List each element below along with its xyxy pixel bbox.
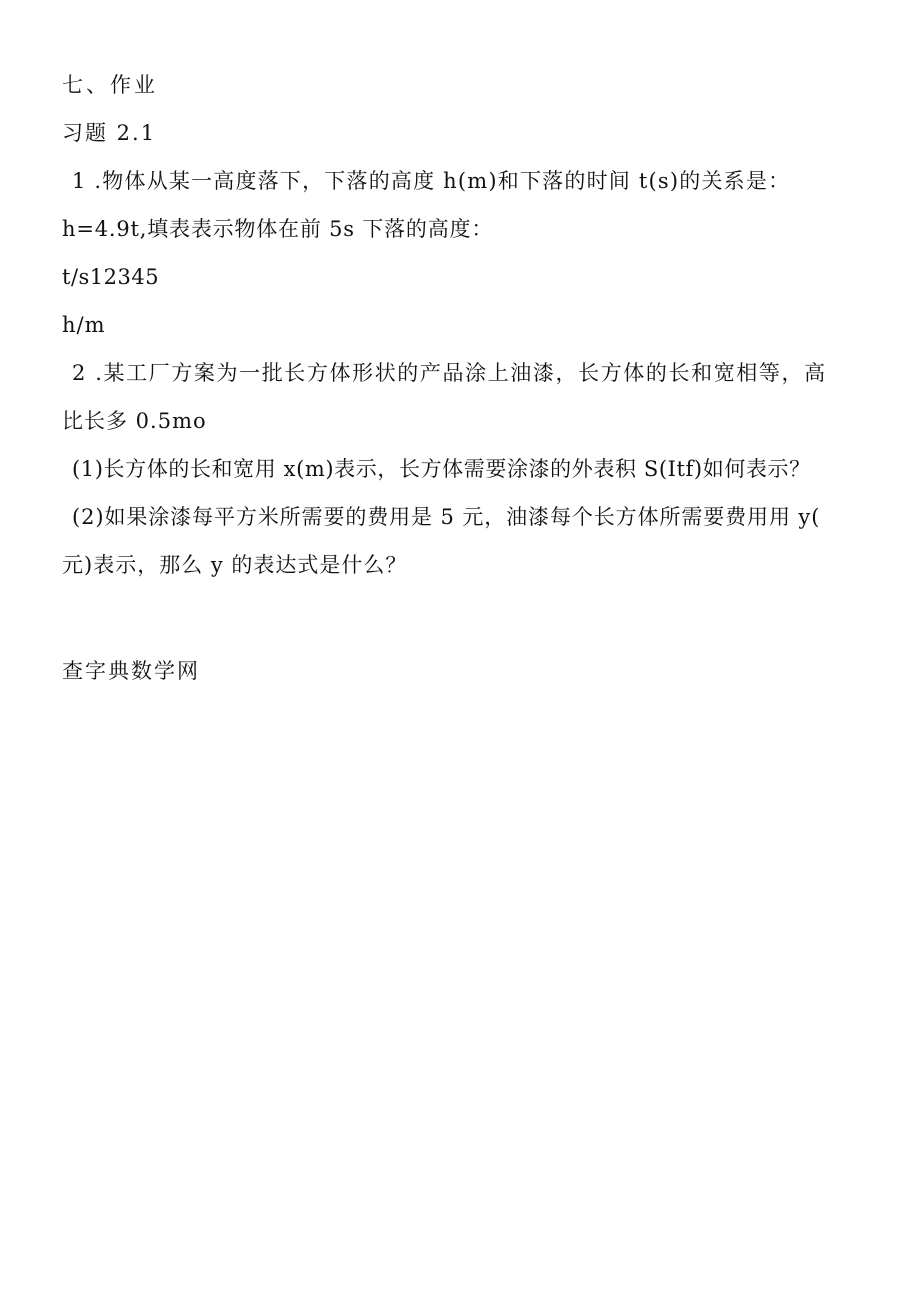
exercise-title: 习题 2.1 <box>62 121 157 145</box>
question-1-line-2: h=4.9t,填表表示物体在前 5s 下落的高度： <box>62 217 494 241</box>
footer-source: 查字典数学网 <box>62 659 200 683</box>
question-2-line-2: 比长多 0.5mo <box>62 409 207 433</box>
section-heading: 七、作业 <box>62 73 158 97</box>
table-row-height: h/m <box>62 313 106 337</box>
table-row-time: t/s12345 <box>62 265 160 289</box>
question-2-part-2-line-2: 元)表示，那么 y 的表达式是什么？ <box>62 553 408 577</box>
question-2-line-1: 2 .某工厂方案为一批长方体形状的产品涂上油漆，长方体的长和宽相等，高 <box>72 361 827 385</box>
question-1-line-1: 1 .物体从某一高度落下，下落的高度 h(m)和下落的时间 t(s)的关系是： <box>72 169 791 193</box>
question-2-part-2-line-1: (2)如果涂漆每平方米所需要的费用是 5 元，油漆每个长方体所需要费用用 y( <box>72 505 821 529</box>
question-2-part-1: (1)长方体的长和宽用 x(m)表示，长方体需要涂漆的外表积 S(Itf)如何表示？ <box>72 457 811 481</box>
